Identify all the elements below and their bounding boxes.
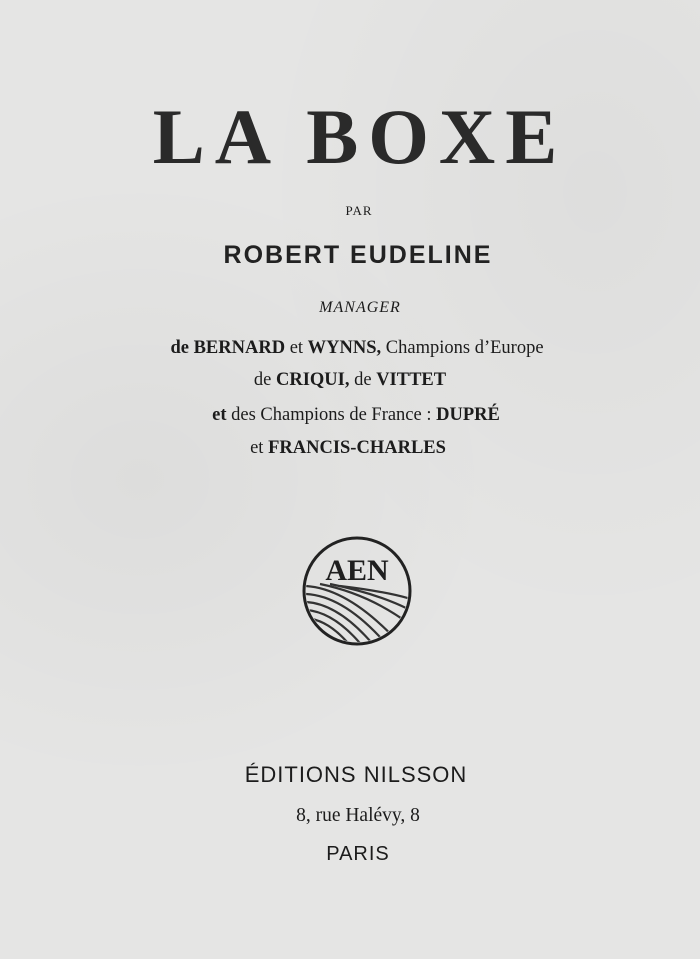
credit-line-3 — [0, 405, 700, 426]
publisher-address: 8, rue Halévy, 8 — [296, 805, 420, 826]
credit-line-3-part-c: DUPRÉ — [436, 405, 500, 425]
publisher-city: PARIS — [326, 843, 390, 865]
credit-line-1-part-e: Champions d’Europe — [381, 338, 544, 358]
author-role: MANAGER — [319, 299, 401, 316]
credit-line-3-part-a: et — [212, 405, 227, 425]
publisher-emblem-icon — [300, 534, 414, 648]
author-name: ROBERT EUDELINE — [223, 241, 493, 269]
credit-line-2 — [0, 370, 700, 391]
emblem-monogram: AEN — [325, 554, 389, 587]
credit-line-2-part-b: CRIQUI, — [275, 370, 350, 390]
credit-line-2-part-a: de — [253, 370, 276, 390]
credit-line-1-part-d: WYNNS, — [307, 338, 382, 358]
credit-line-3-part-b: des Champions de France : — [226, 405, 437, 425]
credit-line-1-part-c: et — [285, 338, 308, 358]
publisher-name: ÉDITIONS NILSSON — [244, 762, 468, 787]
credit-line-1-part-b: BERNARD — [193, 338, 286, 358]
by-label: PAR — [345, 203, 373, 218]
book-title: LA BOXE — [152, 93, 568, 180]
credit-line-2-part-d: VITTET — [376, 370, 447, 390]
credit-line-1-part-a: de — [170, 338, 194, 358]
credit-line-4 — [0, 438, 700, 459]
credit-line-4-part-b: FRANCIS-CHARLES — [268, 438, 446, 458]
credit-line-1 — [0, 338, 700, 359]
credit-line-2-part-c: de — [349, 370, 377, 390]
credit-line-4-part-a: et — [250, 438, 269, 458]
